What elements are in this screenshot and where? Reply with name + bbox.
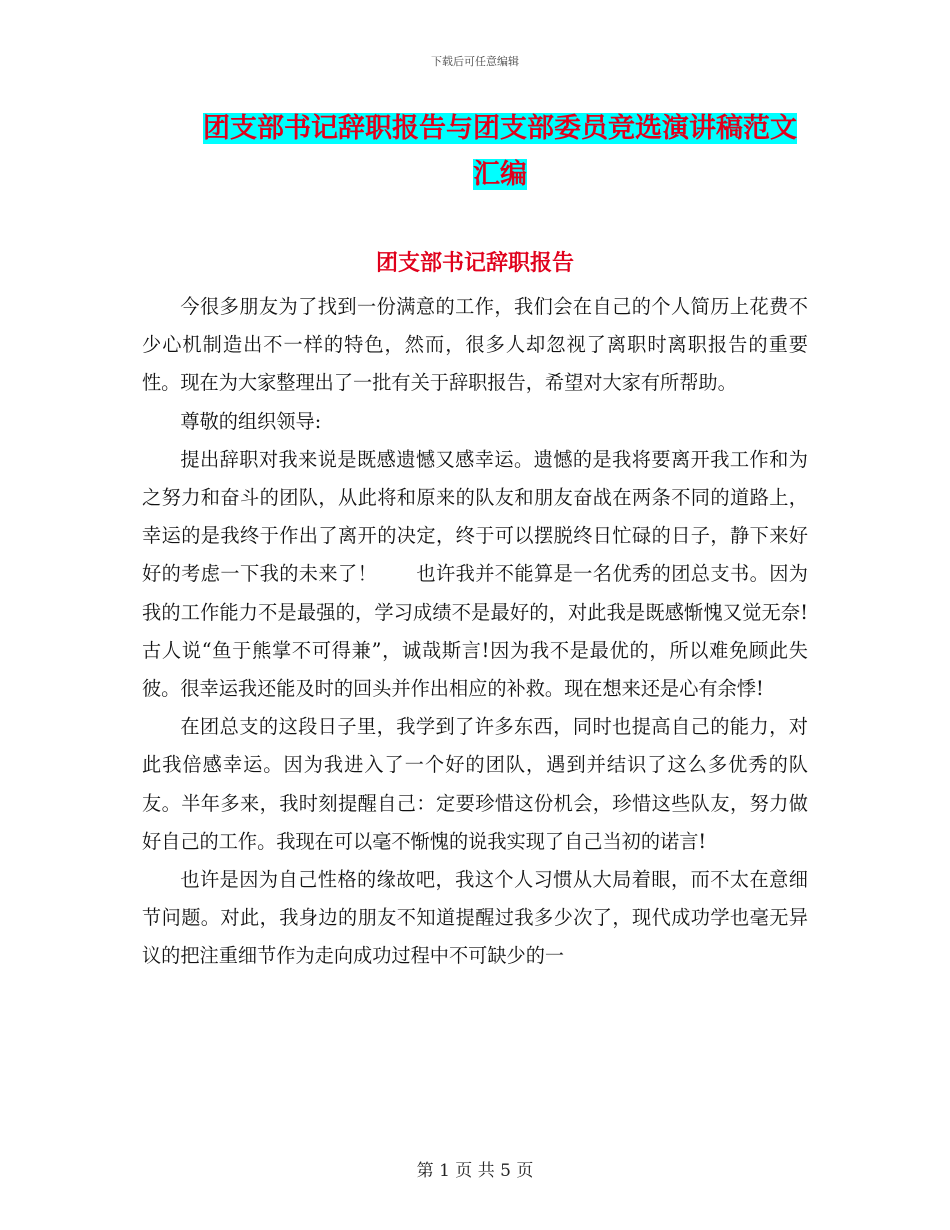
section-title: 团支部书记辞职报告 bbox=[375, 251, 574, 276]
salutation: 尊敬的组织领导: bbox=[180, 409, 322, 433]
paragraph: 也许是因为自己性格的缘故吧，我这个人习惯从大局着眼，而不太在意细节问题。对此，我身边的朋友不知道提醒过我多少次了，现代成功学也毫无异议的把注重细节作为走向成功过程中不可缺少的一 bbox=[142, 868, 808, 968]
header-note: 下载后可任意编辑 bbox=[431, 55, 519, 68]
paragraph: 在团总支的这段日子里，我学到了许多东西，同时也提高自己的能力，对此我倍感幸运。因为我进入了一个好的团队，遇到并结识了这么多优秀的队友。半年多来，我时刻提醒自己：定要珍惜这份机会，珍惜这些队友，努力做好自己的工作。我现在可以毫不惭愧的说我实现了自己当初的诺言! bbox=[142, 715, 808, 853]
document-title-text: 团支部书记辞职报告与团支部委员竞选演讲稿范文汇编 bbox=[203, 113, 797, 190]
paragraph: 今很多朋友为了找到一份满意的工作，我们会在自己的个人简历上花费不少心机制造出不一样的特色，然而，很多人却忽视了离职时离职报告的重要性。现在为大家整理出了一批有关于辞职报告，希望对大家有所帮助。 bbox=[142, 295, 808, 395]
paragraph: 提出辞职对我来说是既感遗憾又感幸运。遗憾的是我将要离开我工作和为之努力和奋斗的团队，从此将和原来的队友和朋友奋战在两条不同的道路上，幸运的是我终于作出了离开的决定，终于可以摆脱终日忙碌的日子，静下来好好的考虑一下我的未来了！ 也许我并不能算是一名优秀的团总支书。因为我的工作能力不是最强的，学习成绩不是最好的，对此我是既感惭愧又觉无奈!古人说“鱼于熊掌不可得兼”，诚哉斯言!因为我不是最优的，所以难免顾此失彼。很幸运我还能及时的回头并作出相应的补救。现在想来还是心有余悸! bbox=[142, 447, 808, 701]
document-title bbox=[190, 106, 810, 198]
page-indicator: 第 1 页 共 5 页 bbox=[416, 1161, 534, 1181]
body-text bbox=[142, 288, 808, 976]
